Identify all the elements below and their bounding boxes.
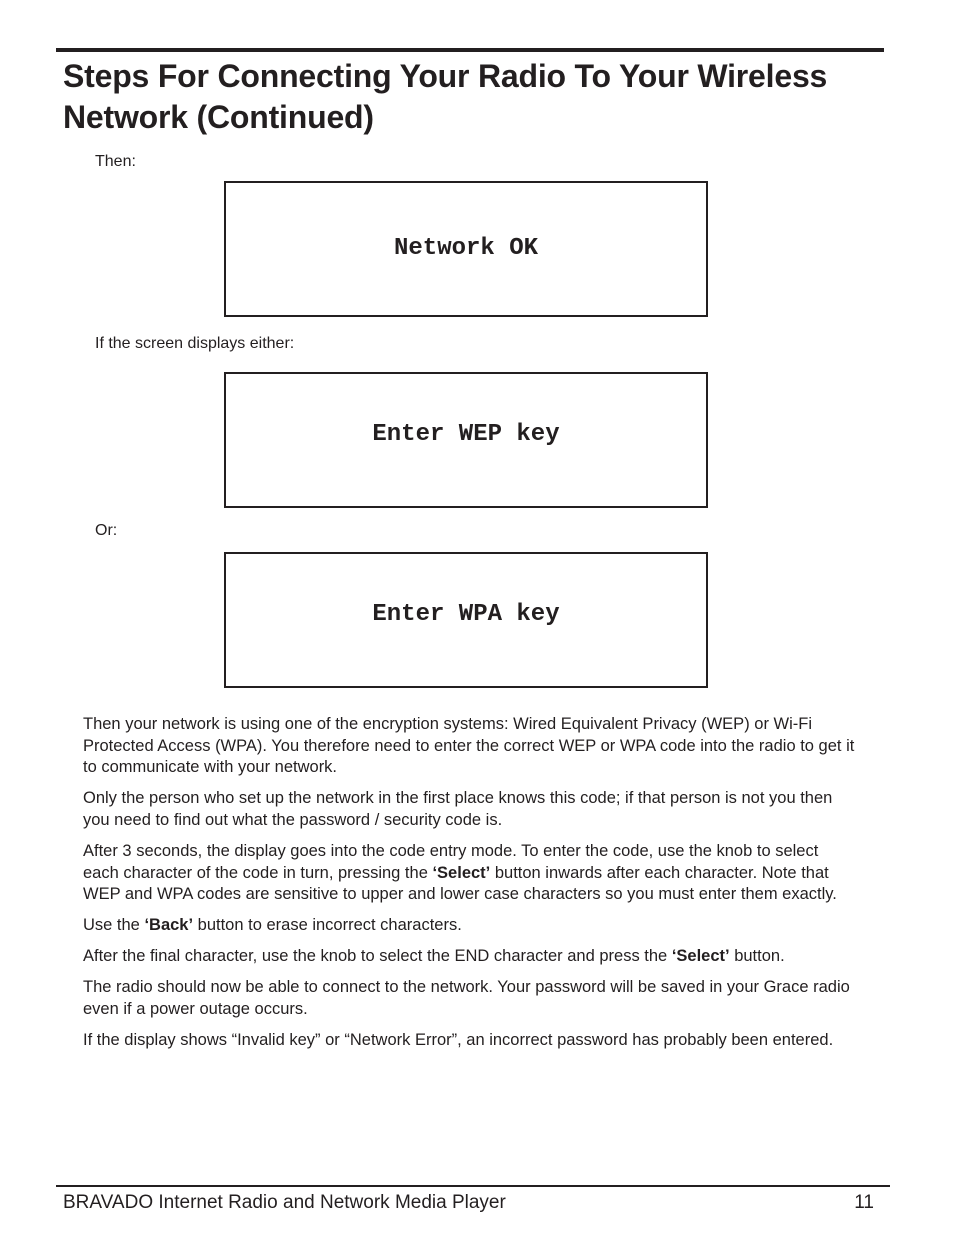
- paragraph-final-character: [83, 946, 858, 968]
- top-rule: [56, 48, 884, 52]
- paragraph-code-entry-text-1: After 3 seconds, the display goes into the code entry mode. To enter the code, use the knob to select each character of the code in turn, pressing the: [83, 841, 819, 882]
- label-then: Then:: [95, 153, 136, 170]
- paragraph-back-text-1: Use the: [83, 916, 145, 935]
- paragraph-encryption: Then your network is using one of the encryption systems: Wired Equivalent Privacy (WEP) or Wi-Fi Protected Access (WPA). You therefore need to enter the correct WEP or WPA code into the radio to get it to communicate with your network.: [83, 715, 855, 777]
- select-button-reference: ‘Select’: [432, 863, 491, 882]
- display-text-enter-wpa: Enter WPA key: [372, 601, 560, 628]
- page-title: Steps For Connecting Your Radio To Your Wireless Network (Continued): [63, 58, 828, 135]
- body-text: [83, 714, 858, 1061]
- label-or: Or:: [95, 522, 118, 539]
- paragraph-invalid-key: If the display shows “Invalid key” or “Network Error”, an incorrect password has probably been entered.: [83, 1031, 834, 1050]
- back-button-reference: ‘Back’: [144, 916, 194, 935]
- paragraph-final-text-2: button.: [729, 947, 785, 966]
- display-enter-wpa: [224, 552, 708, 688]
- paragraph-code-entry: [83, 841, 858, 906]
- bottom-rule: [56, 1185, 890, 1187]
- select-button-reference-2: ‘Select’: [671, 947, 730, 966]
- paragraph-connect: The radio should now be able to connect to the network. Your password will be saved in your Grace radio even if a power outage occurs.: [83, 978, 850, 1019]
- label-if-either: If the screen displays either:: [95, 335, 295, 352]
- paragraph-code-entry-text-2: button inwards after each character. Note that WEP and WPA codes are sensitive to upper and lower case characters so you must enter them exactly.: [83, 863, 837, 904]
- paragraph-final-text-1: After the final character, use the knob to select the END character and press the: [83, 947, 672, 966]
- footer-title: BRAVADO Internet Radio and Network Media Player: [63, 1192, 506, 1213]
- page-number: 11: [854, 1192, 874, 1213]
- display-enter-wep: [224, 372, 708, 508]
- display-text-enter-wep: Enter WEP key: [372, 421, 560, 448]
- paragraph-password-owner: Only the person who set up the network in the first place knows this code; if that person is not you then you need to find out what the password / security code is.: [83, 789, 833, 829]
- display-text-network-ok: Network OK: [393, 235, 539, 262]
- paragraph-back-button: [83, 915, 858, 937]
- display-network-ok: [224, 181, 708, 317]
- paragraph-back-text-2: button to erase incorrect characters.: [193, 916, 462, 935]
